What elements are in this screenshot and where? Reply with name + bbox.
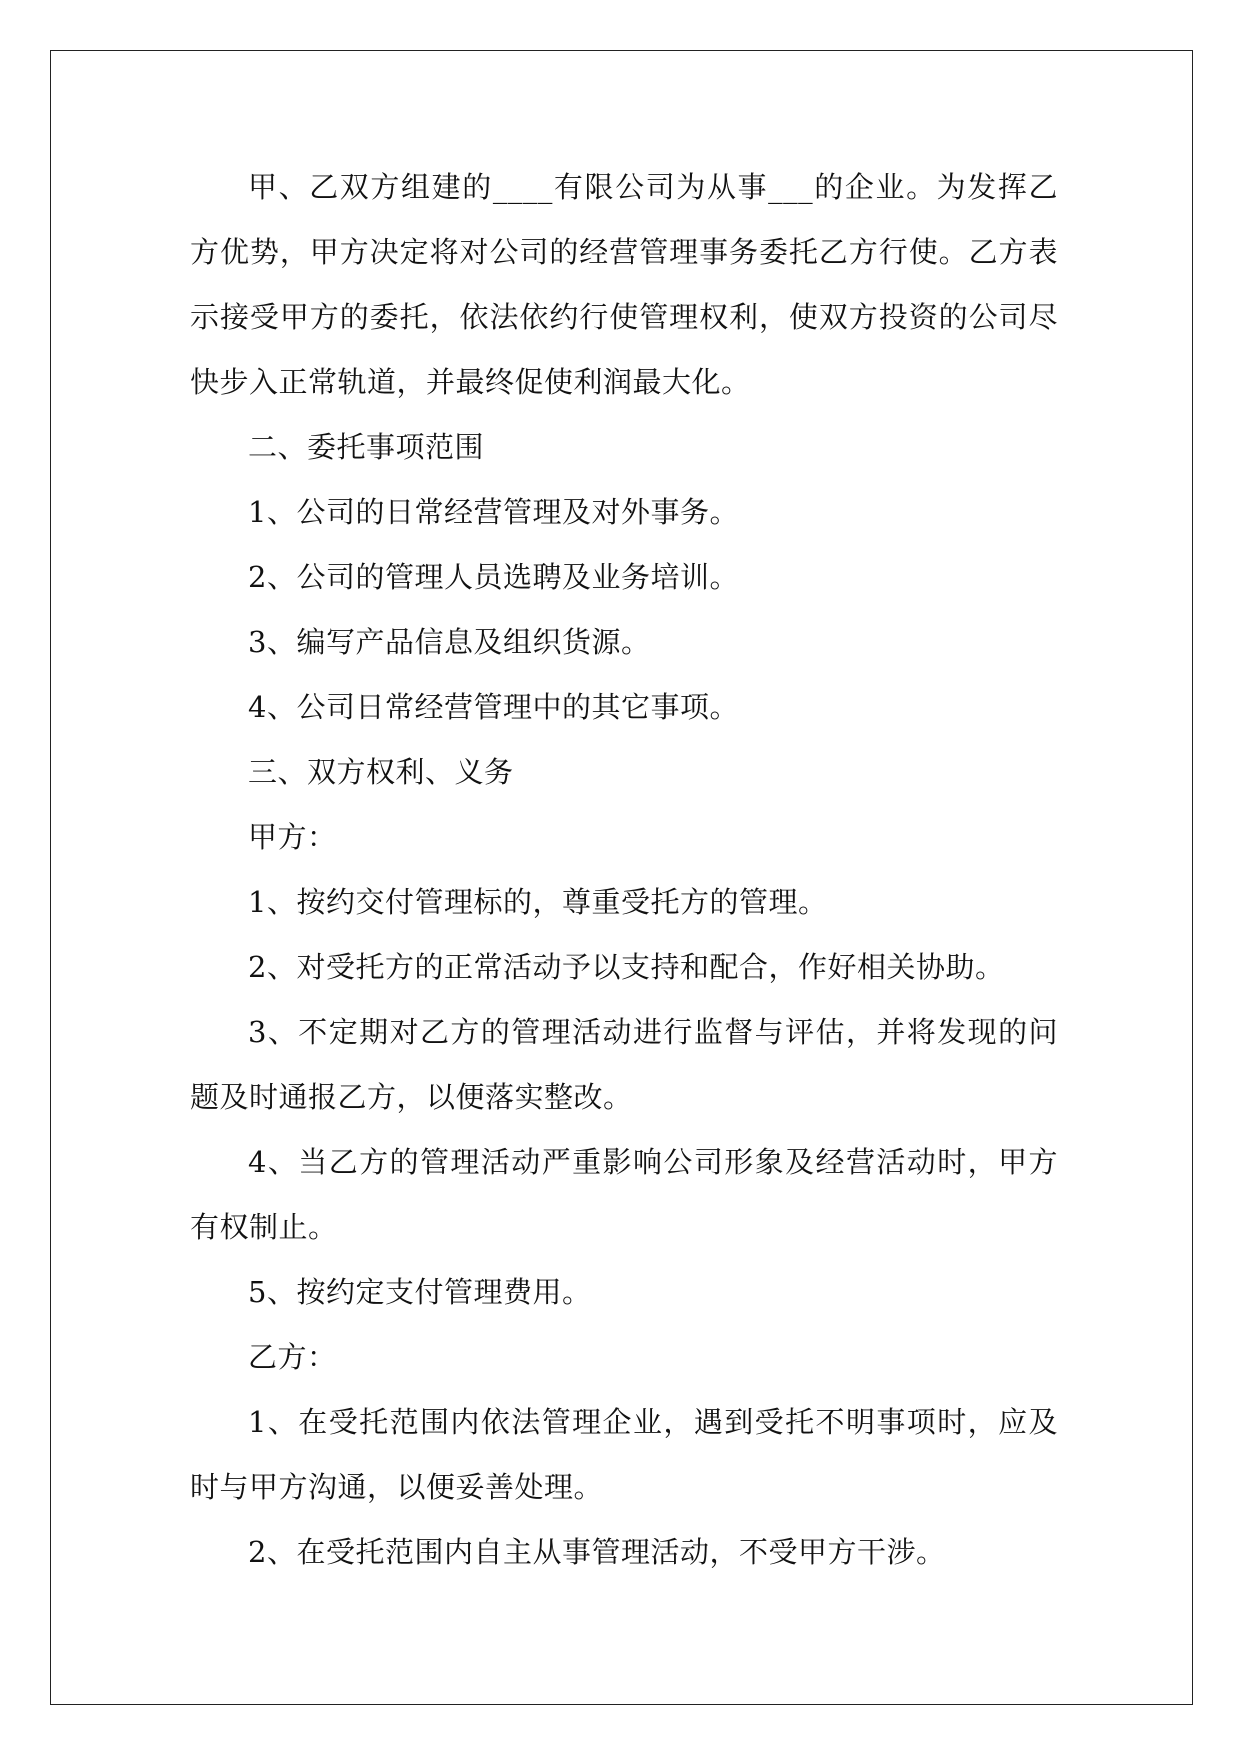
document-body (190, 155, 1058, 1585)
party-a-item-5: 5、按约定支付管理费用。 (248, 1275, 592, 1309)
section-heading-scope: 二、委托事项范围 (248, 430, 485, 464)
scope-item-3: 3、编写产品信息及组织货源。 (248, 625, 651, 659)
party-a-item-2: 2、对受托方的正常活动予以支持和配合，作好相关协助。 (248, 950, 1005, 984)
party-a-item-3: 3、不定期对乙方的管理活动进行监督与评估，并将发现的问题及时通报乙方，以便落实整改。 (190, 1015, 1058, 1114)
party-a-item-1: 1、按约交付管理标的，尊重受托方的管理。 (248, 885, 828, 919)
party-b-item-2: 2、在受托范围内自主从事管理活动，不受甲方干涉。 (248, 1535, 946, 1569)
scope-item-2: 2、公司的管理人员选聘及业务培训。 (248, 560, 739, 594)
intro-paragraph: 甲、乙双方组建的____有限公司为从事___的企业。为发挥乙方优势，甲方决定将对公司的经营管理事务委托乙方行使。乙方表示接受甲方的委托，依法依约行使管理权利，使双方投资的公司尽快步入正常轨道，并最终促使利润最大化。 (190, 170, 1058, 399)
party-b-heading: 乙方： (248, 1340, 337, 1374)
scope-item-1: 1、公司的日常经营管理及对外事务。 (248, 495, 739, 529)
party-a-heading: 甲方： (248, 820, 337, 854)
party-a-item-4: 4、当乙方的管理活动严重影响公司形象及经营活动时，甲方有权制止。 (190, 1145, 1058, 1244)
scope-item-4: 4、公司日常经营管理中的其它事项。 (248, 690, 739, 724)
party-b-item-1: 1、在受托范围内依法管理企业，遇到受托不明事项时，应及时与甲方沟通，以便妥善处理。 (190, 1405, 1058, 1504)
section-heading-rights: 三、双方权利、义务 (248, 755, 514, 789)
